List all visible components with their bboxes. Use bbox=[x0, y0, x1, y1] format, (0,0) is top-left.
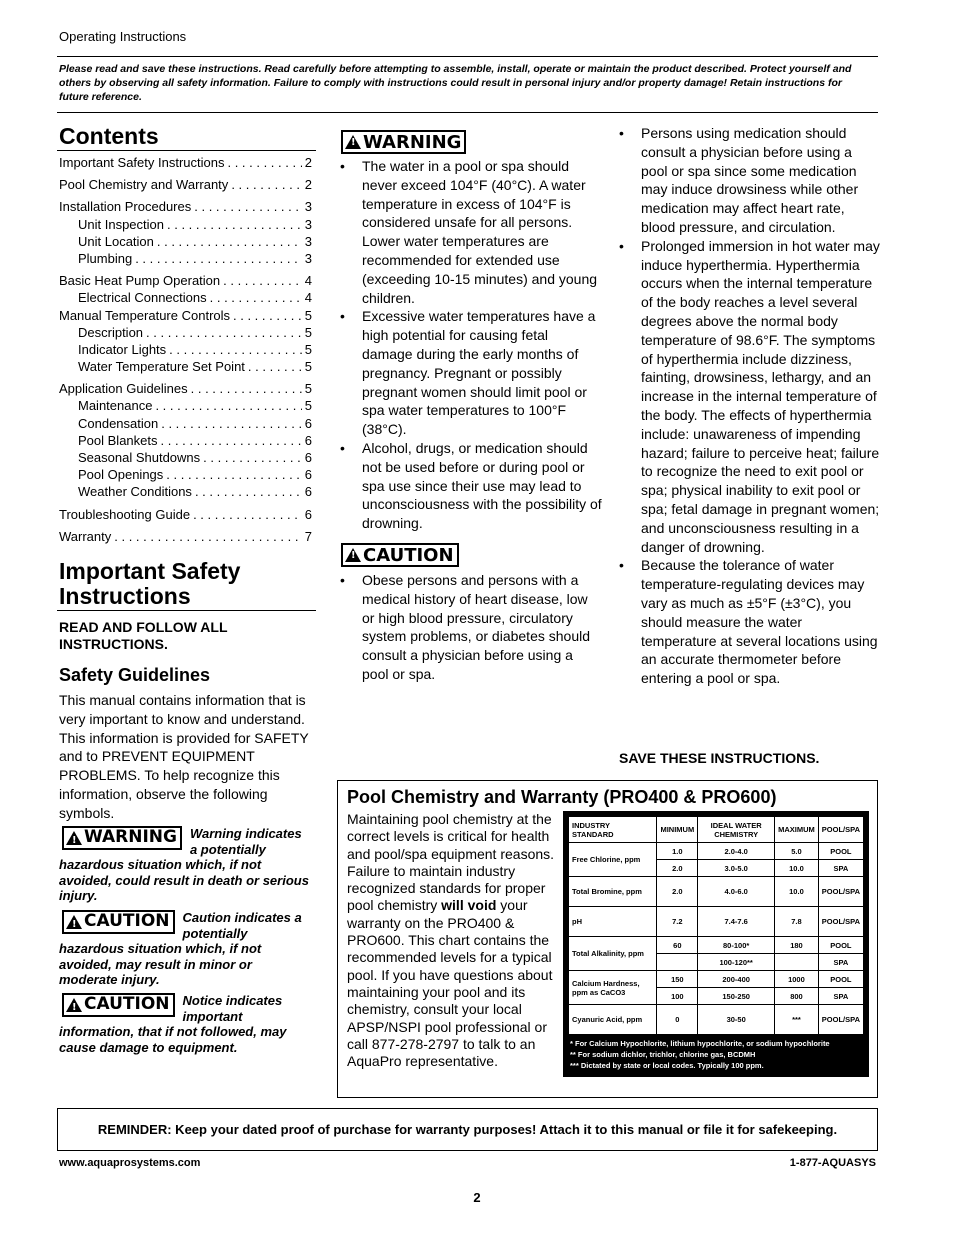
toc-leader-dots bbox=[227, 155, 301, 170]
chemistry-cell: 150 bbox=[657, 971, 698, 988]
chemistry-chart bbox=[563, 811, 869, 1077]
chemistry-cell: 10.0 bbox=[775, 860, 819, 877]
chemistry-cell: SPA bbox=[818, 954, 863, 971]
toc-entry-page: 5 bbox=[304, 341, 312, 357]
chemistry-cell: POOL/SPA bbox=[818, 1005, 863, 1035]
chemistry-row bbox=[569, 1005, 864, 1035]
chemistry-cell: *** bbox=[775, 1005, 819, 1035]
pool-chemistry-title: Pool Chemistry and Warranty (PRO400 & PRO600) bbox=[347, 787, 777, 807]
chemistry-cell bbox=[657, 954, 698, 971]
toc-entry[interactable] bbox=[59, 342, 312, 359]
chemistry-row-label: Total Bromine, ppm bbox=[569, 877, 657, 907]
badge-label: WARNING bbox=[84, 827, 177, 848]
chemistry-header-cell: POOL/SPA bbox=[818, 817, 863, 843]
toc-entry[interactable] bbox=[59, 507, 312, 524]
read-follow-line-1: READ AND FOLLOW ALL bbox=[59, 619, 228, 635]
safety-title bbox=[59, 559, 319, 609]
toc-entry[interactable] bbox=[59, 308, 312, 325]
notice-symbol-definition bbox=[59, 993, 309, 1055]
warning-section bbox=[341, 130, 466, 154]
symbol-description: Warning indicates a potentially hazardous situation which, if not avoided, could result in death or serious injury. bbox=[59, 826, 309, 904]
chemistry-footnote: ** For sodium dichlor, trichlor, chlorine gas, BCDMH bbox=[570, 1050, 756, 1059]
toc-entry-page: 2 bbox=[304, 155, 312, 170]
toc-leader-dots bbox=[167, 217, 302, 232]
toc-entry[interactable] bbox=[59, 359, 312, 376]
chemistry-cell: SPA bbox=[818, 988, 863, 1005]
toc-entry-title: Water Temperature Set Point bbox=[78, 359, 245, 375]
chemistry-cell: 100-120** bbox=[698, 954, 775, 971]
toc-entry-title: Important Safety Instructions bbox=[59, 155, 225, 170]
toc-leader-dots bbox=[233, 308, 302, 323]
chemistry-footnote: * For Calcium Hypochlorite, lithium hypochlorite, or sodium hypochlorite bbox=[570, 1039, 830, 1048]
toc-entry-title: Pool Chemistry and Warranty bbox=[59, 177, 229, 193]
footer-phone: 1-877-AQUASYS bbox=[789, 1157, 876, 1169]
caution-badge bbox=[341, 543, 459, 567]
toc-entry-title: Troubleshooting Guide bbox=[59, 506, 191, 522]
toc-entry-page: 5 bbox=[304, 359, 312, 375]
toc-leader-dots bbox=[194, 199, 302, 214]
toc-entry-title: Condensation bbox=[78, 415, 159, 431]
toc-leader-dots bbox=[203, 450, 302, 465]
chemistry-cell: 4.0-6.0 bbox=[698, 877, 775, 907]
toc-entry-page: 6 bbox=[304, 506, 312, 522]
chemistry-cell: 10.0 bbox=[775, 877, 819, 907]
notice-rule bbox=[57, 112, 878, 113]
caution-badge bbox=[62, 910, 175, 934]
toc-entry-title: Weather Conditions bbox=[78, 484, 192, 500]
toc-entry-page: 2 bbox=[304, 177, 312, 193]
toc-leader-dots bbox=[146, 325, 302, 340]
badge-label: CAUTION bbox=[84, 994, 170, 1015]
chemistry-header-cell: INDUSTRY STANDARD bbox=[569, 817, 657, 843]
safety-bullet: • Because the tolerance of water temperature-regulating devices may vary as much as ±5°F (±3°C), you should measure the water temperature at several locations using an accurate thermometer before entering a pool or spa. bbox=[619, 556, 881, 688]
toc-entry[interactable] bbox=[59, 450, 312, 467]
toc-entry[interactable] bbox=[59, 529, 312, 546]
toc-entry-page: 6 bbox=[304, 415, 312, 431]
reminder-box: REMINDER: Keep your dated proof of purchase for warranty purposes! Attach it to this manual or file it for safekeeping. bbox=[57, 1108, 878, 1151]
toc-entry-title: Unit Location bbox=[78, 233, 154, 249]
chemistry-header-cell: IDEAL WATER CHEMISTRY bbox=[698, 817, 775, 843]
chemistry-table bbox=[568, 816, 864, 1035]
toc-entry[interactable] bbox=[59, 467, 312, 484]
chemistry-cell: 800 bbox=[775, 988, 819, 1005]
toc-entry-page: 4 bbox=[304, 290, 312, 306]
toc-entry[interactable] bbox=[59, 290, 312, 307]
toc-leader-dots bbox=[161, 416, 302, 431]
chemistry-row bbox=[569, 877, 864, 907]
toc-entry-title: Manual Temperature Controls bbox=[59, 307, 231, 323]
toc-entry-title: Pool Blankets bbox=[78, 432, 158, 448]
toc-entry[interactable] bbox=[59, 199, 312, 216]
toc-entry-page: 6 bbox=[304, 450, 312, 465]
toc-entry[interactable] bbox=[59, 251, 312, 268]
toc-leader-dots bbox=[223, 273, 302, 288]
warning-bullet: • Excessive water temperatures have a high potential for causing fetal damage during the early months of pregnancy. Pregnant or possibly pregnant women should limit pool or spa water temperatures to 100°F (38°C). bbox=[340, 307, 602, 439]
chemistry-cell: 80-100* bbox=[698, 937, 775, 954]
chemistry-row-label: Calcium Hardness, ppm as CaCO3 bbox=[569, 971, 657, 1005]
toc-entry[interactable] bbox=[59, 234, 312, 251]
toc-leader-dots bbox=[157, 234, 302, 249]
chemistry-header-row bbox=[569, 817, 864, 843]
toc-entry-title: Description bbox=[78, 324, 144, 340]
toc-leader-dots bbox=[161, 433, 302, 448]
chemistry-cell: 0 bbox=[657, 1005, 698, 1035]
safety-guidelines-heading: Safety Guidelines bbox=[59, 665, 211, 685]
chemistry-header-cell: MINIMUM bbox=[657, 817, 698, 843]
toc-entry-page: 3 bbox=[304, 233, 312, 249]
chemistry-cell: POOL/SPA bbox=[818, 877, 863, 907]
toc-entry-title: Maintenance bbox=[78, 398, 153, 414]
chemistry-row-label: Total Alkalinity, ppm bbox=[569, 937, 657, 971]
toc-entry[interactable] bbox=[59, 416, 312, 433]
chemistry-row-label: Free Chlorine, ppm bbox=[569, 843, 657, 877]
toc-entry-title: Indicator Lights bbox=[78, 341, 167, 357]
chemistry-cell: POOL bbox=[818, 843, 863, 860]
toc-entry[interactable] bbox=[59, 325, 312, 342]
badge-label: CAUTION bbox=[84, 911, 170, 932]
toc-entry-page: 5 bbox=[304, 398, 312, 414]
safety-notice: Please read and save these instructions. Read carefully before attempting to assemble, install, operate or maintain the product described. Protect yourself and others by observing all safety information. Failure to comply with instructions could result in personal injury and/or property damage! Retain instructions for future reference. bbox=[59, 63, 852, 103]
toc-leader-dots bbox=[155, 398, 301, 413]
toc-entry-title: Plumbing bbox=[78, 250, 133, 266]
toc-entry-title: Basic Heat Pump Operation bbox=[59, 273, 221, 289]
toc-entry[interactable] bbox=[59, 155, 312, 172]
chemistry-row bbox=[569, 937, 864, 954]
toc-entry-title: Unit Inspection bbox=[78, 216, 164, 232]
chemistry-cell: 1000 bbox=[775, 971, 819, 988]
alert-triangle-icon bbox=[66, 831, 82, 845]
chemistry-cell: POOL bbox=[818, 971, 863, 988]
toc-entry[interactable] bbox=[59, 217, 312, 234]
pool-chemistry-text bbox=[347, 811, 556, 1070]
warning-bullet-list bbox=[340, 157, 602, 533]
warning-bullet: • The water in a pool or spa should never exceed 104°F (40°C). A water temperature in excess of 104°F is considered unsafe for all persons. Lower water temperatures are recommended for extended use (exceeding 10-15 minutes) and young children. bbox=[340, 157, 602, 307]
read-follow-line-2: INSTRUCTIONS. bbox=[59, 636, 168, 652]
badge-label: WARNING bbox=[363, 131, 462, 153]
badge-label: CAUTION bbox=[363, 544, 454, 566]
toc-entry-page: 5 bbox=[304, 307, 312, 323]
safety-guidelines-text: This manual contains information that is very important to know and understand. This information is provided for SAFETY and to PREVENT EQUIPMENT PROBLEMS. To help recognize this information, observe the following symbols. bbox=[59, 692, 309, 821]
chemistry-row bbox=[569, 971, 864, 988]
toc-entry[interactable] bbox=[59, 398, 312, 415]
chemistry-cell: POOL/SPA bbox=[818, 907, 863, 937]
chemistry-row bbox=[569, 843, 864, 860]
contents-rule bbox=[57, 150, 316, 151]
chemistry-cell: 7.4-7.6 bbox=[698, 907, 775, 937]
chemistry-row-label: pH bbox=[569, 907, 657, 937]
toc-leader-dots bbox=[210, 290, 302, 305]
chemistry-cell: 60 bbox=[657, 937, 698, 954]
chemistry-row bbox=[569, 907, 864, 937]
chemistry-cell: 200-400 bbox=[698, 971, 775, 988]
chemistry-footnote: *** Dictated by state or local codes. Typically 100 ppm. bbox=[570, 1061, 764, 1070]
toc-entry[interactable] bbox=[59, 484, 312, 501]
toc-leader-dots bbox=[135, 251, 302, 266]
toc-entry-page: 5 bbox=[304, 324, 312, 340]
chemistry-header-cell: MAXIMUM bbox=[775, 817, 819, 843]
running-head: Operating Instructions bbox=[59, 29, 187, 44]
toc-leader-dots bbox=[231, 177, 301, 192]
chemistry-cell: 30-50 bbox=[698, 1005, 775, 1035]
safety-rule bbox=[57, 610, 316, 611]
notice-badge bbox=[62, 993, 175, 1017]
caution-bullet: • Obese persons and persons with a medical history of heart disease, low or high blood pressure, circulatory system problems, or diabetes should consult a physician before using a pool or spa. bbox=[340, 571, 602, 684]
safety-title-line-2: Instructions bbox=[59, 583, 191, 609]
caution-symbol-definition bbox=[59, 910, 309, 988]
warning-symbol-definition bbox=[59, 826, 309, 904]
page-number: 2 bbox=[473, 1190, 481, 1205]
chem-text-before: Maintaining pool chemistry at the correct levels is critical for health and pool/spa equipment reasons. Failure to maintain industry recognized standards for proper pool chemistry bbox=[347, 811, 555, 914]
chemistry-cell: 100 bbox=[657, 988, 698, 1005]
toc-leader-dots bbox=[169, 342, 302, 357]
toc-leader-dots bbox=[248, 359, 302, 374]
chem-text-after: your warranty on the PRO400 & PRO600. This chart contains the recommended levels for a typical pool. If you have questions about maintaining your pool and its chemistry, consult your local APSP/NSPI pool professional or call 877-278-2797 to talk to an AquaPro representative. bbox=[347, 897, 553, 1070]
safety-title-line-1: Important Safety bbox=[59, 558, 241, 584]
symbol-description: Caution indicates a potentially hazardous situation which, if not avoided, may result in minor or moderate injury. bbox=[59, 910, 302, 988]
chemistry-cell: 1.0 bbox=[657, 843, 698, 860]
toc-entry[interactable] bbox=[59, 177, 312, 194]
toc-entry-page: 6 bbox=[304, 432, 312, 448]
read-follow-heading bbox=[59, 619, 228, 653]
warning-badge bbox=[341, 130, 466, 154]
toc-entry-page: 5 bbox=[304, 381, 312, 397]
chemistry-cell: 7.8 bbox=[775, 907, 819, 937]
toc-entry-title: Application Guidelines bbox=[59, 381, 188, 397]
alert-triangle-icon bbox=[66, 915, 82, 929]
toc-entry-title: Seasonal Shutdowns bbox=[78, 450, 201, 465]
save-instructions: SAVE THESE INSTRUCTIONS. bbox=[619, 750, 820, 766]
toc-entry-page: 4 bbox=[304, 273, 312, 289]
chemistry-cell: 2.0 bbox=[657, 860, 698, 877]
toc-entry-page: 3 bbox=[304, 250, 312, 266]
chemistry-cell: 3.0-5.0 bbox=[698, 860, 775, 877]
toc-entry-page: 3 bbox=[304, 216, 312, 232]
toc-leader-dots bbox=[114, 529, 302, 544]
toc-leader-dots bbox=[195, 484, 302, 499]
toc-entry-page: 3 bbox=[304, 199, 312, 215]
chemistry-cell bbox=[775, 954, 819, 971]
toc-entry-title: Installation Procedures bbox=[59, 199, 192, 215]
safety-bullet: • Persons using medication should consult a physician before using a pool or spa since some medication may induce drowsiness while other medication may affect heart rate, blood pressure, and circulation. bbox=[619, 124, 881, 237]
footer-website[interactable]: www.aquaprosystems.com bbox=[59, 1157, 201, 1169]
caution-section bbox=[341, 543, 459, 567]
chemistry-cell: POOL bbox=[818, 937, 863, 954]
chemistry-cell: 2.0-4.0 bbox=[698, 843, 775, 860]
header-rule bbox=[57, 56, 878, 57]
toc-entry-page: 6 bbox=[304, 467, 312, 483]
chemistry-cell: 5.0 bbox=[775, 843, 819, 860]
chemistry-cell: 7.2 bbox=[657, 907, 698, 937]
toc-entry[interactable] bbox=[59, 381, 312, 398]
toc-entry-page: 6 bbox=[304, 484, 312, 500]
toc-entry-page: 7 bbox=[304, 528, 312, 544]
symbol-description: Notice indicates important information, that if not followed, may cause damage to equipment. bbox=[59, 993, 287, 1055]
toc-entry[interactable] bbox=[59, 433, 312, 450]
toc-entry[interactable] bbox=[59, 273, 312, 290]
toc-entry-title: Warranty bbox=[59, 528, 112, 544]
alert-triangle-icon bbox=[66, 998, 82, 1012]
warning-bullet: • Alcohol, drugs, or medication should not be used before or during pool or spa use since their use may lead to unconsciousness with the possibility of drowning. bbox=[340, 439, 602, 533]
chemistry-row-label: Cyanuric Acid, ppm bbox=[569, 1005, 657, 1035]
chem-text-bold: will void bbox=[441, 897, 497, 914]
alert-triangle-icon bbox=[345, 548, 361, 562]
chemistry-cell: 150-250 bbox=[698, 988, 775, 1005]
toc-leader-dots bbox=[166, 467, 301, 482]
safety-bullet: • Prolonged immersion in hot water may induce hyperthermia. Hyperthermia occurs when the internal temperature of the body reaches a level several degrees above the normal body temperature of 98.6°F. The symptoms of hyperthermia include dizziness, fainting, drowsiness, lethargy, and an increase in the internal temperature of the body. The effects of hyperthermia include: unawareness of impending hazard; failure to perceive heat; failure to recognize the need to exit pool or spa; physical inability to exit pool or spa; fetal damage in pregnant women; and unconsciousness resulting in a danger of drowning. bbox=[619, 237, 881, 557]
alert-triangle-icon bbox=[345, 135, 361, 149]
chemistry-cell: 180 bbox=[775, 937, 819, 954]
toc-leader-dots bbox=[193, 507, 302, 522]
hyperthermia-bullet-list bbox=[619, 124, 881, 688]
chemistry-cell: 2.0 bbox=[657, 877, 698, 907]
toc-entry-title: Pool Openings bbox=[78, 467, 164, 483]
toc-leader-dots bbox=[191, 381, 302, 396]
contents-title: Contents bbox=[59, 123, 159, 149]
table-of-contents bbox=[59, 155, 312, 546]
toc-entry-title: Electrical Connections bbox=[78, 290, 207, 306]
chemistry-cell: SPA bbox=[818, 860, 863, 877]
caution-bullet-list bbox=[340, 571, 602, 684]
chemistry-footnotes bbox=[568, 1035, 864, 1074]
warning-badge bbox=[62, 826, 182, 850]
